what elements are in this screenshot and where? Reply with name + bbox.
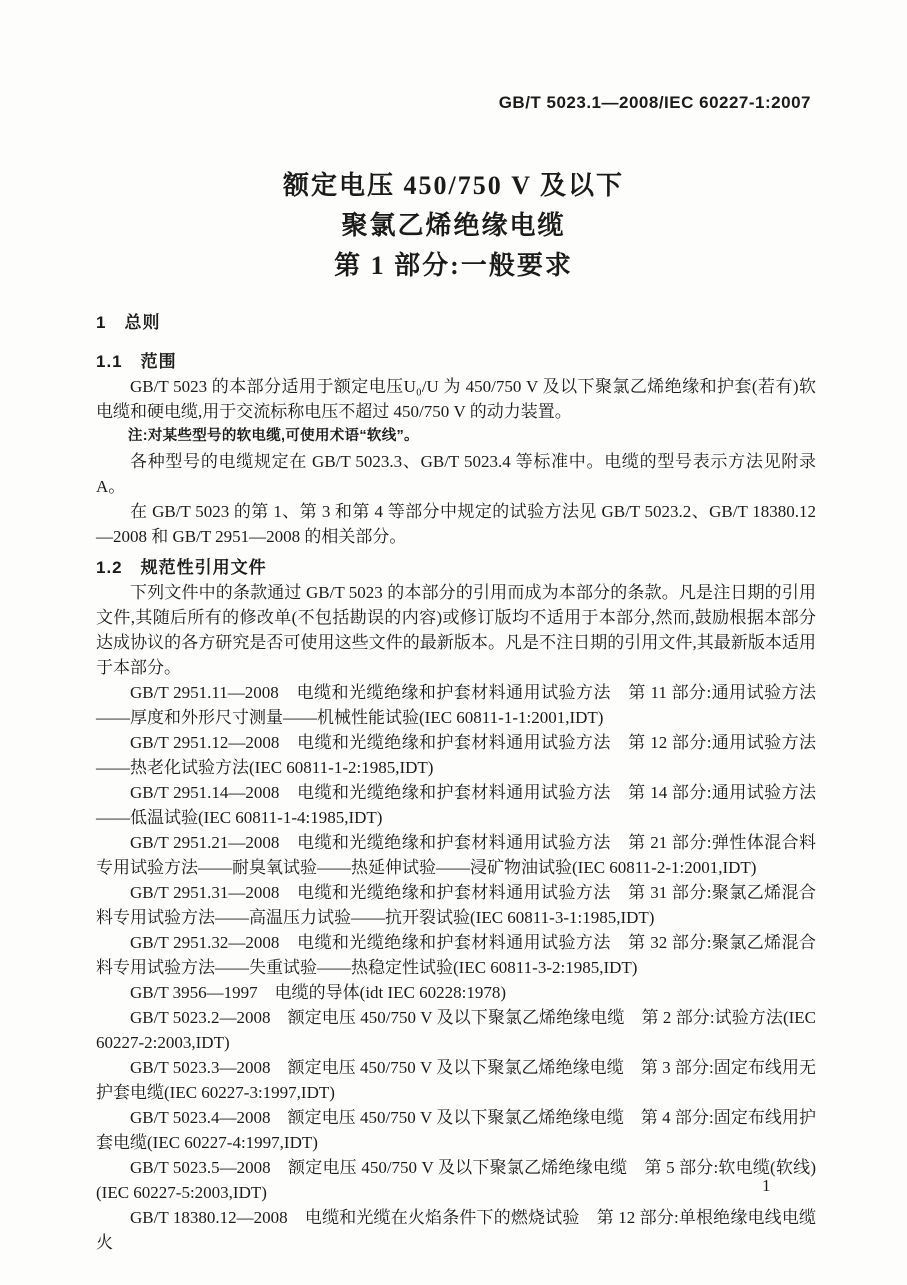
title-line-2: 聚氯乙烯绝缘电缆 <box>341 211 566 240</box>
test-methods-paragraph: 在 GB/T 5023 的第 1、第 3 和第 4 等部分中规定的试验方法见 GB/T 5023.2、GB/T 18380.12—2008 和 GB/T 2951—2008 的相关部分。 <box>96 502 816 546</box>
reference-item: GB/T 5023.4—2008 额定电压 450/750 V 及以下聚氯乙烯绝缘电缆 第 4 部分:固定布线用护套电缆(IEC 60227-4:1997,IDT) <box>96 1108 816 1152</box>
cable-types-paragraph: 各种型号的电缆规定在 GB/T 5023.3、GB/T 5023.4 等标准中。电缆的型号表示方法见附录 A。 <box>96 452 816 496</box>
title-line-1: 额定电压 450/750 V 及以下 <box>282 171 625 200</box>
page-number: 1 <box>762 1176 771 1195</box>
reference-item: GB/T 2951.31—2008 电缆和光缆绝缘和护套材料通用试验方法 第 31 部分:聚氯乙烯混合料专用试验方法——高温压力试验——抗开裂试验(IEC 60811-3-1:1985,IDT) <box>96 883 816 927</box>
reference-item: GB/T 2951.21—2008 电缆和光缆绝缘和护套材料通用试验方法 第 21 部分:弹性体混合料专用试验方法——耐臭氧试验——热延伸试验——浸矿物油试验(IEC 60811-2-1:2001,IDT) <box>96 833 816 877</box>
reference-item: GB/T 2951.14—2008 电缆和光缆绝缘和护套材料通用试验方法 第 14 部分:通用试验方法——低温试验(IEC 60811-1-4:1985,IDT) <box>96 783 816 827</box>
reference-item: GB/T 3956—1997 电缆的导体(idt IEC 60228:1978) <box>130 983 507 1002</box>
section-1-heading: 1 总则 <box>96 313 161 332</box>
scope-paragraph: GB/T 5023 的本部分适用于额定电压U₀/U 为 450/750 V 及以下聚氯乙烯绝缘和护套(若有)软电缆和硬电缆,用于交流标称电压不超过 450/750 V 的动力装置。 <box>96 377 816 421</box>
reference-item: GB/T 2951.32—2008 电缆和光缆绝缘和护套材料通用试验方法 第 32 部分:聚氯乙烯混合料专用试验方法——失重试验——热稳定性试验(IEC 60811-3-2:1985,IDT) <box>96 933 816 977</box>
title-line-3: 第 1 部分:一般要求 <box>334 251 573 280</box>
reference-item: GB/T 5023.2—2008 额定电压 450/750 V 及以下聚氯乙烯绝缘电缆 第 2 部分:试验方法(IEC 60227-2:2003,IDT) <box>96 1008 816 1052</box>
section-1-2-heading: 1.2 规范性引用文件 <box>96 558 267 577</box>
scope-note: 注:对某些型号的软电缆,可使用术语“软线”。 <box>127 428 419 444</box>
reference-item: GB/T 18380.12—2008 电缆和光缆在火焰条件下的燃烧试验 第 12 部分:单根绝缘电线电缆火 <box>96 1208 816 1252</box>
reference-item: GB/T 5023.3—2008 额定电压 450/750 V 及以下聚氯乙烯绝缘电缆 第 3 部分:固定布线用无护套电缆(IEC 60227-3:1997,IDT) <box>96 1058 816 1102</box>
document-title <box>0 166 907 286</box>
section-1-1-heading: 1.1 范围 <box>96 352 177 371</box>
document-body <box>96 310 816 1255</box>
reference-item: GB/T 2951.12—2008 电缆和光缆绝缘和护套材料通用试验方法 第 12 部分:通用试验方法——热老化试验方法(IEC 60811-1-2:1985,IDT) <box>96 733 816 777</box>
standard-code-header: GB/T 5023.1—2008/IEC 60227-1:2007 <box>498 93 811 112</box>
normative-references-intro: 下列文件中的条款通过 GB/T 5023 的本部分的引用而成为本部分的条款。凡是注日期的引用文件,其随后所有的修改单(不包括勘误的内容)或修订版均不适用于本部分,然而,鼓励根据本部分达成协议的各方研究是否可使用这些文件的最新版本。凡是不注日期的引用文件,其最新版本适用于本部分。 <box>96 583 816 677</box>
reference-item: GB/T 5023.5—2008 额定电压 450/750 V 及以下聚氯乙烯绝缘电缆 第 5 部分:软电缆(软线)(IEC 60227-5:2003,IDT) <box>96 1158 816 1202</box>
reference-item: GB/T 2951.11—2008 电缆和光缆绝缘和护套材料通用试验方法 第 11 部分:通用试验方法——厚度和外形尺寸测量——机械性能试验(IEC 60811-1-1:2001,IDT) <box>96 683 816 727</box>
